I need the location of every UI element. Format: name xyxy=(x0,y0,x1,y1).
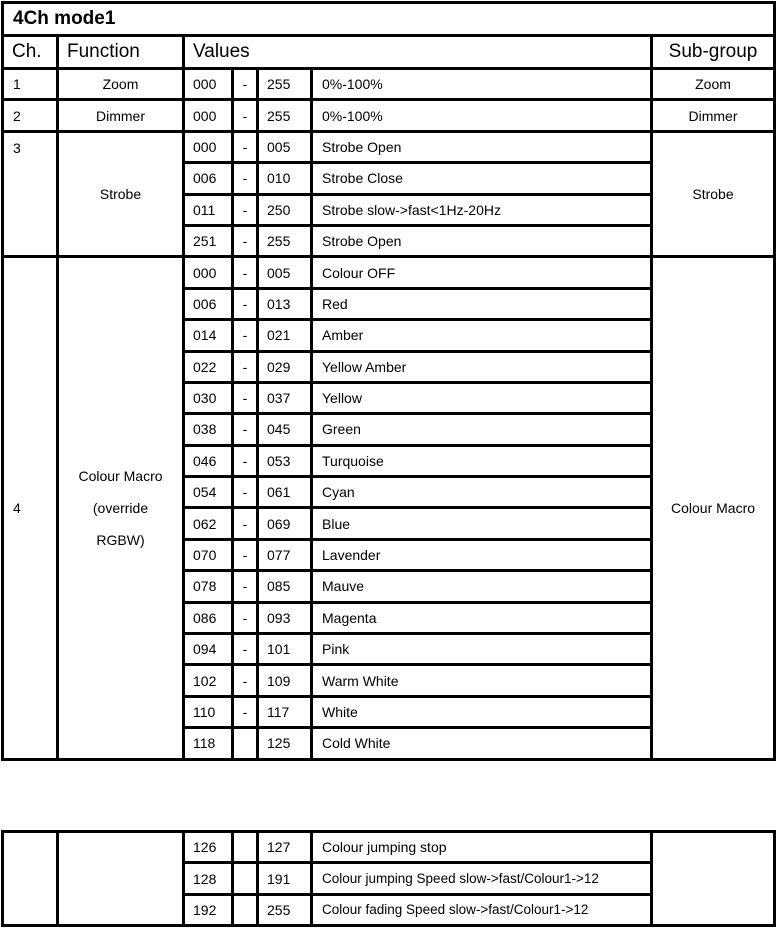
value-from: 022 xyxy=(184,351,233,382)
value-from: 030 xyxy=(184,382,233,413)
value-separator: - xyxy=(233,602,258,633)
value-from: 070 xyxy=(184,539,233,570)
table-row xyxy=(3,69,775,100)
value-description: Colour jumping stop xyxy=(312,832,652,863)
value-description: Strobe Open xyxy=(312,225,652,256)
value-description: Amber xyxy=(312,320,652,351)
value-from: 110 xyxy=(184,696,233,727)
value-description: Turquoise xyxy=(312,445,652,476)
value-to: 021 xyxy=(258,320,312,351)
value-description: Strobe Open xyxy=(312,131,652,162)
value-from: 054 xyxy=(184,477,233,508)
function-name: Dimmer xyxy=(58,100,184,131)
value-separator: - xyxy=(233,257,258,288)
value-separator: - xyxy=(233,665,258,696)
header-function: Function xyxy=(58,36,184,69)
value-separator: - xyxy=(233,69,258,100)
value-separator: - xyxy=(233,696,258,727)
value-description: Strobe Close xyxy=(312,163,652,194)
function-name-line: (override xyxy=(92,499,149,516)
value-to: 077 xyxy=(258,539,312,570)
value-separator: - xyxy=(233,131,258,162)
value-to: 255 xyxy=(258,100,312,131)
value-description: Yellow Amber xyxy=(312,351,652,382)
value-description: White xyxy=(312,696,652,727)
value-separator: - xyxy=(233,477,258,508)
value-to: 125 xyxy=(258,728,312,759)
subgroup-name: Strobe xyxy=(652,131,775,257)
value-from: 000 xyxy=(184,100,233,131)
value-from: 046 xyxy=(184,445,233,476)
value-to: 045 xyxy=(258,414,312,445)
value-from: 126 xyxy=(184,832,233,863)
value-from: 102 xyxy=(184,665,233,696)
value-description: Blue xyxy=(312,508,652,539)
dmx-channel-continuation-table xyxy=(1,830,776,927)
channel-number xyxy=(3,832,58,926)
value-from: 192 xyxy=(184,894,233,925)
value-from: 011 xyxy=(184,194,233,225)
value-description: Red xyxy=(312,288,652,319)
value-to: 117 xyxy=(258,696,312,727)
value-to: 255 xyxy=(258,69,312,100)
value-separator: - xyxy=(233,382,258,413)
value-from: 006 xyxy=(184,288,233,319)
value-separator: - xyxy=(233,351,258,382)
value-description: Colour OFF xyxy=(312,257,652,288)
value-description: Green xyxy=(312,414,652,445)
table-row xyxy=(3,832,775,863)
header-values: Values xyxy=(184,36,652,69)
value-from: 062 xyxy=(184,508,233,539)
value-separator xyxy=(233,832,258,863)
value-to: 127 xyxy=(258,832,312,863)
value-from: 006 xyxy=(184,163,233,194)
value-to: 255 xyxy=(258,225,312,256)
value-to: 250 xyxy=(258,194,312,225)
value-separator xyxy=(233,728,258,759)
value-description: 0%-100% xyxy=(312,69,652,100)
value-description: Cyan xyxy=(312,477,652,508)
subgroup-name: Dimmer xyxy=(652,100,775,131)
value-description: Colour fading Speed slow->fast/Colour1->12 xyxy=(312,894,652,925)
value-from: 038 xyxy=(184,414,233,445)
value-description: Cold White xyxy=(312,728,652,759)
value-from: 086 xyxy=(184,602,233,633)
value-description: Colour jumping Speed slow->fast/Colour1->12 xyxy=(312,863,652,894)
value-separator: - xyxy=(233,571,258,602)
value-to: 061 xyxy=(258,477,312,508)
value-separator: - xyxy=(233,163,258,194)
value-separator xyxy=(233,894,258,925)
value-description: Lavender xyxy=(312,539,652,570)
value-separator: - xyxy=(233,634,258,665)
header-subgroup: Sub-group xyxy=(652,36,775,69)
value-description: Strobe slow->fast<1Hz-20Hz xyxy=(312,194,652,225)
function-name-line: Colour Macro xyxy=(78,467,163,484)
value-separator: - xyxy=(233,508,258,539)
function-name-line: RGBW) xyxy=(96,531,145,548)
table-row xyxy=(3,257,775,288)
value-to: 109 xyxy=(258,665,312,696)
value-description: Warm White xyxy=(312,665,652,696)
value-from: 094 xyxy=(184,634,233,665)
channel-number: 3 xyxy=(3,131,58,257)
value-to: 013 xyxy=(258,288,312,319)
header-ch: Ch. xyxy=(3,36,58,69)
value-to: 005 xyxy=(258,257,312,288)
function-name: Strobe xyxy=(58,131,184,257)
value-separator: - xyxy=(233,100,258,131)
value-separator: - xyxy=(233,445,258,476)
value-to: 085 xyxy=(258,571,312,602)
value-to: 029 xyxy=(258,351,312,382)
value-to: 010 xyxy=(258,163,312,194)
value-separator xyxy=(233,863,258,894)
subgroup-name: Zoom xyxy=(652,69,775,100)
table-row xyxy=(3,100,775,131)
value-to: 053 xyxy=(258,445,312,476)
function-name xyxy=(58,257,184,759)
value-to: 191 xyxy=(258,863,312,894)
value-to: 101 xyxy=(258,634,312,665)
value-separator: - xyxy=(233,225,258,256)
function-name: Zoom xyxy=(58,69,184,100)
header-row xyxy=(3,36,775,69)
value-from: 251 xyxy=(184,225,233,256)
subgroup-name xyxy=(652,832,775,926)
value-to: 069 xyxy=(258,508,312,539)
value-to: 005 xyxy=(258,131,312,162)
value-from: 000 xyxy=(184,69,233,100)
value-from: 078 xyxy=(184,571,233,602)
value-separator: - xyxy=(233,288,258,319)
channel-number: 4 xyxy=(3,257,58,759)
value-description: Yellow xyxy=(312,382,652,413)
dmx-channel-table xyxy=(1,1,776,761)
channel-number: 1 xyxy=(3,69,58,100)
title-row xyxy=(3,3,775,36)
table-title: 4Ch mode1 xyxy=(3,3,775,36)
table-row xyxy=(3,131,775,162)
subgroup-name: Colour Macro xyxy=(652,257,775,759)
value-separator: - xyxy=(233,194,258,225)
value-separator: - xyxy=(233,414,258,445)
value-description: Mauve xyxy=(312,571,652,602)
value-to: 255 xyxy=(258,894,312,925)
value-description: 0%-100% xyxy=(312,100,652,131)
value-to: 093 xyxy=(258,602,312,633)
channel-number: 2 xyxy=(3,100,58,131)
value-from: 000 xyxy=(184,131,233,162)
value-description: Magenta xyxy=(312,602,652,633)
function-name xyxy=(58,832,184,926)
value-to: 037 xyxy=(258,382,312,413)
value-from: 128 xyxy=(184,863,233,894)
value-separator: - xyxy=(233,320,258,351)
value-separator: - xyxy=(233,539,258,570)
value-from: 000 xyxy=(184,257,233,288)
value-description: Pink xyxy=(312,634,652,665)
value-from: 118 xyxy=(184,728,233,759)
value-from: 014 xyxy=(184,320,233,351)
